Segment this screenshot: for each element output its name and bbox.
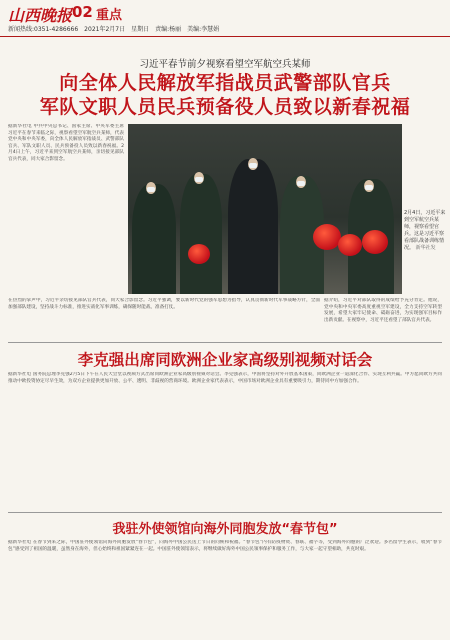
divider-2 <box>8 512 442 513</box>
masthead-meta: 新闻热线:0351-4286666 2021年2月7日 星期日 责编:杨丽 美编:李慧娟 <box>8 26 220 33</box>
lead-headline-line2: 军队文职人员民兵预备役人员致以新春祝福 <box>39 96 411 118</box>
lead-headline-line1: 向全体人民解放军指战员武警部队官兵 <box>59 72 391 94</box>
lead-body-bottom: 在热烈的掌声中，习近平亲切接见部队官兵代表，同大家合影留念。习近平强调，要以新时代党的强军思想为指导，认真贯彻新时代军事战略方针，全面加强部队建设，坚持战斗力标准，推进实战化军事训练，确保随时能战、准备打仗。 <box>8 298 320 310</box>
newspaper-logo: 山西晚报 <box>8 6 73 25</box>
third-body: 据新华社电 在春节到来之际，中国驻外使领馆向海外同胞发放“春节包”，向海外中国公民送上节日的问候和祝福。“春节包”内有防疫物资、春联、福字等，受到海外同胞的广泛欢迎。多名留学生表示，收到“春节包”感受到了祖国的温暖，虽然身在海外，但心始终和祖国紧紧连在一起。中国驻外使领馆表示，将继续做好海外中国公民领事保护和服务工作，与大家一起守望相助，共克时艰。 <box>8 540 442 552</box>
second-body: 据新华社电 国务院总理李克强2月5日下午在人民大会堂以视频方式出席同欧洲企业家高级别视频对话会。李克强表示，中国将坚持对外开放基本国策，同欧洲企业一道深化合作、实现互利共赢。中方愿同欧方共同推动中欧投资协定尽早生效，为双方企业提供更加开放、公平、透明、非歧视的营商环境。欧洲企业家代表表示，中国市场对欧洲企业具有重要吸引力，期待同中方加强合作。 <box>8 372 442 384</box>
news-photo <box>128 124 402 294</box>
third-headline: 我驻外使领馆向海外同胞发放“春节包” <box>112 522 338 537</box>
section-title: 重点 <box>96 8 123 23</box>
photo-caption-text: 2月4日，习近平来到空军航空兵某师，视察看望官兵。这是习近平察看部队战备训练情况。 <box>404 210 446 251</box>
photo-credit: 新华社发 <box>415 245 436 251</box>
page-number: 02 <box>72 3 93 21</box>
lead-body-bottom-right: 据介绍，习近平对部队取得的成绩给予充分肯定。他说，党中央和中央军委高度重视空军建设，全力支持空军转型发展，希望大家牢记使命、砥砺奋进，为实现强军目标作出新贡献。在视察中，习近平还看望了部队官兵代表。 <box>324 298 442 323</box>
divider-1 <box>8 342 442 343</box>
photo-caption <box>404 210 446 252</box>
second-headline: 李克强出席同欧洲企业家高级别视频对话会 <box>77 351 373 369</box>
masthead <box>0 0 450 37</box>
lead-kicker: 习近平春节前夕视察看望空军航空兵某师 <box>139 59 311 70</box>
lead-body-left: 据新华社电 中共中央总书记、国家主席、中央军委主席习近平在春节来临之际，视察看望空军航空兵某师，代表党中央和中央军委，向全体人民解放军指战员、武警部队官兵、军队文职人员、民兵预备役人员致以新春祝福。2月4日上午，习近平来到空军航空兵某师，亲切接见部队官兵代表，同大家合影留念。 <box>8 124 124 162</box>
